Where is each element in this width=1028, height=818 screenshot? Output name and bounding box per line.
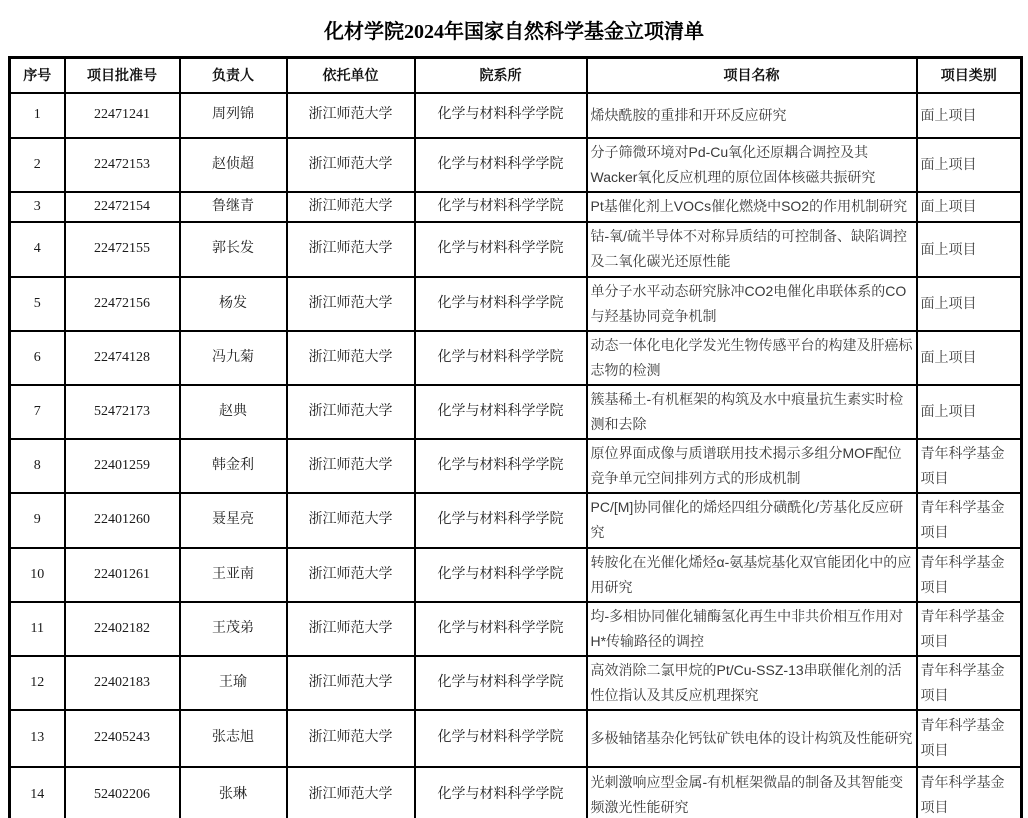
cell-pi: 张志旭 — [180, 710, 287, 767]
cell-grant-no: 22474128 — [65, 331, 180, 385]
cell-category: 青年科学基金项目 — [917, 548, 1022, 602]
col-header-category: 项目类别 — [917, 58, 1022, 93]
cell-grant-no: 22471241 — [65, 93, 180, 138]
header-row — [10, 58, 1022, 93]
table-row — [10, 93, 1022, 138]
cell-category: 面上项目 — [917, 331, 1022, 385]
cell-seq: 5 — [10, 277, 65, 331]
page-title: 化材学院2024年国家自然科学基金立项清单 — [324, 21, 704, 43]
cell-department: 化学与材料科学学院 — [415, 656, 587, 710]
cell-institution: 浙江师范大学 — [287, 138, 415, 192]
cell-seq: 3 — [10, 192, 65, 222]
cell-pi: 赵典 — [180, 385, 287, 439]
cell-seq: 14 — [10, 767, 65, 818]
cell-department: 化学与材料科学学院 — [415, 548, 587, 602]
table-row — [10, 277, 1022, 331]
cell-institution: 浙江师范大学 — [287, 548, 415, 602]
table-row — [10, 385, 1022, 439]
cell-seq: 11 — [10, 602, 65, 656]
cell-seq: 9 — [10, 493, 65, 548]
table-row — [10, 439, 1022, 493]
table-row — [10, 548, 1022, 602]
cell-category: 面上项目 — [917, 93, 1022, 138]
cell-department: 化学与材料科学学院 — [415, 493, 587, 548]
cell-project-title: 单分子水平动态研究脉冲CO2电催化串联体系的CO与羟基协同竞争机制 — [587, 277, 917, 331]
table-row — [10, 710, 1022, 767]
cell-institution: 浙江师范大学 — [287, 493, 415, 548]
cell-category: 面上项目 — [917, 222, 1022, 277]
cell-project-title: 多极轴锗基杂化钙钛矿铁电体的设计构筑及性能研究 — [587, 710, 917, 767]
cell-department: 化学与材料科学学院 — [415, 767, 587, 818]
cell-seq: 13 — [10, 710, 65, 767]
cell-project-title: 动态一体化电化学发光生物传感平台的构建及肝癌标志物的检测 — [587, 331, 917, 385]
cell-institution: 浙江师范大学 — [287, 385, 415, 439]
cell-department: 化学与材料科学学院 — [415, 138, 587, 192]
cell-department: 化学与材料科学学院 — [415, 93, 587, 138]
cell-pi: 聂星亮 — [180, 493, 287, 548]
table-body — [10, 93, 1022, 818]
cell-pi: 张琳 — [180, 767, 287, 818]
cell-institution: 浙江师范大学 — [287, 767, 415, 818]
cell-institution: 浙江师范大学 — [287, 602, 415, 656]
table-row — [10, 222, 1022, 277]
table-row — [10, 331, 1022, 385]
cell-department: 化学与材料科学学院 — [415, 331, 587, 385]
col-header-institution: 依托单位 — [287, 58, 415, 93]
cell-grant-no: 22472156 — [65, 277, 180, 331]
cell-project-title: 高效消除二氯甲烷的Pt/Cu-SSZ-13串联催化剂的活性位指认及其反应机理探究 — [587, 656, 917, 710]
col-header-department: 院系所 — [415, 58, 587, 93]
cell-grant-no: 52472173 — [65, 385, 180, 439]
cell-project-title: 光刺激响应型金属-有机框架微晶的制备及其智能变频激光性能研究 — [587, 767, 917, 818]
cell-pi: 郭长发 — [180, 222, 287, 277]
cell-grant-no: 22472153 — [65, 138, 180, 192]
cell-grant-no: 22405243 — [65, 710, 180, 767]
cell-category: 面上项目 — [917, 138, 1022, 192]
cell-category: 青年科学基金项目 — [917, 656, 1022, 710]
cell-department: 化学与材料科学学院 — [415, 385, 587, 439]
table-row — [10, 767, 1022, 818]
cell-department: 化学与材料科学学院 — [415, 439, 587, 493]
col-header-grant-no: 项目批准号 — [65, 58, 180, 93]
cell-project-title: Pt基催化剂上VOCs催化燃烧中SO2的作用机制研究 — [587, 192, 917, 222]
table-row — [10, 493, 1022, 548]
cell-department: 化学与材料科学学院 — [415, 222, 587, 277]
cell-category: 青年科学基金项目 — [917, 602, 1022, 656]
cell-grant-no: 22401261 — [65, 548, 180, 602]
cell-category: 青年科学基金项目 — [917, 493, 1022, 548]
cell-pi: 冯九菊 — [180, 331, 287, 385]
cell-pi: 杨发 — [180, 277, 287, 331]
cell-institution: 浙江师范大学 — [287, 222, 415, 277]
cell-institution: 浙江师范大学 — [287, 331, 415, 385]
cell-pi: 王亚南 — [180, 548, 287, 602]
cell-project-title: 转胺化在光催化烯烃α-氨基烷基化双官能团化中的应用研究 — [587, 548, 917, 602]
cell-pi: 赵侦超 — [180, 138, 287, 192]
cell-institution: 浙江师范大学 — [287, 93, 415, 138]
cell-seq: 10 — [10, 548, 65, 602]
cell-department: 化学与材料科学学院 — [415, 710, 587, 767]
cell-grant-no: 22401260 — [65, 493, 180, 548]
cell-project-title: 原位界面成像与质谱联用技术揭示多组分MOF配位竞争单元空间排列方式的形成机制 — [587, 439, 917, 493]
cell-category: 青年科学基金项目 — [917, 710, 1022, 767]
col-header-pi: 负责人 — [180, 58, 287, 93]
cell-pi: 鲁继青 — [180, 192, 287, 222]
cell-institution: 浙江师范大学 — [287, 192, 415, 222]
cell-category: 青年科学基金项目 — [917, 439, 1022, 493]
cell-seq: 4 — [10, 222, 65, 277]
cell-project-title: 钴-氧/硫半导体不对称异质结的可控制备、缺陷调控及二氧化碳光还原性能 — [587, 222, 917, 277]
table-row — [10, 192, 1022, 222]
cell-pi: 韩金利 — [180, 439, 287, 493]
table-row — [10, 602, 1022, 656]
cell-seq: 12 — [10, 656, 65, 710]
cell-project-title: 烯炔酰胺的重排和开环反应研究 — [587, 93, 917, 138]
cell-seq: 1 — [10, 93, 65, 138]
grant-projects-table — [8, 56, 1023, 818]
table-header — [10, 58, 1022, 93]
cell-grant-no: 22402183 — [65, 656, 180, 710]
cell-grant-no: 22472154 — [65, 192, 180, 222]
cell-grant-no: 52402206 — [65, 767, 180, 818]
cell-institution: 浙江师范大学 — [287, 277, 415, 331]
cell-project-title: 簇基稀土-有机框架的构筑及水中痕量抗生素实时检测和去除 — [587, 385, 917, 439]
cell-institution: 浙江师范大学 — [287, 439, 415, 493]
cell-project-title: 均-多相协同催化辅酶氢化再生中非共价相互作用对H*传输路径的调控 — [587, 602, 917, 656]
cell-pi: 王茂弟 — [180, 602, 287, 656]
cell-project-title: PC/[M]协同催化的烯烃四组分磺酰化/芳基化反应研究 — [587, 493, 917, 548]
cell-category: 面上项目 — [917, 192, 1022, 222]
cell-department: 化学与材料科学学院 — [415, 277, 587, 331]
cell-seq: 6 — [10, 331, 65, 385]
cell-category: 青年科学基金项目 — [917, 767, 1022, 818]
cell-institution: 浙江师范大学 — [287, 710, 415, 767]
cell-grant-no: 22472155 — [65, 222, 180, 277]
cell-grant-no: 22401259 — [65, 439, 180, 493]
cell-institution: 浙江师范大学 — [287, 656, 415, 710]
cell-seq: 8 — [10, 439, 65, 493]
cell-pi: 周列锦 — [180, 93, 287, 138]
cell-pi: 王瑜 — [180, 656, 287, 710]
cell-category: 面上项目 — [917, 277, 1022, 331]
cell-project-title: 分子筛微环境对Pd-Cu氧化还原耦合调控及其Wacker氧化反应机理的原位固体核磁共振研究 — [587, 138, 917, 192]
cell-category: 面上项目 — [917, 385, 1022, 439]
cell-seq: 7 — [10, 385, 65, 439]
cell-department: 化学与材料科学学院 — [415, 192, 587, 222]
cell-seq: 2 — [10, 138, 65, 192]
cell-department: 化学与材料科学学院 — [415, 602, 587, 656]
col-header-project-title: 项目名称 — [587, 58, 917, 93]
table-row — [10, 656, 1022, 710]
col-header-seq: 序号 — [10, 58, 65, 93]
cell-grant-no: 22402182 — [65, 602, 180, 656]
table-row — [10, 138, 1022, 192]
